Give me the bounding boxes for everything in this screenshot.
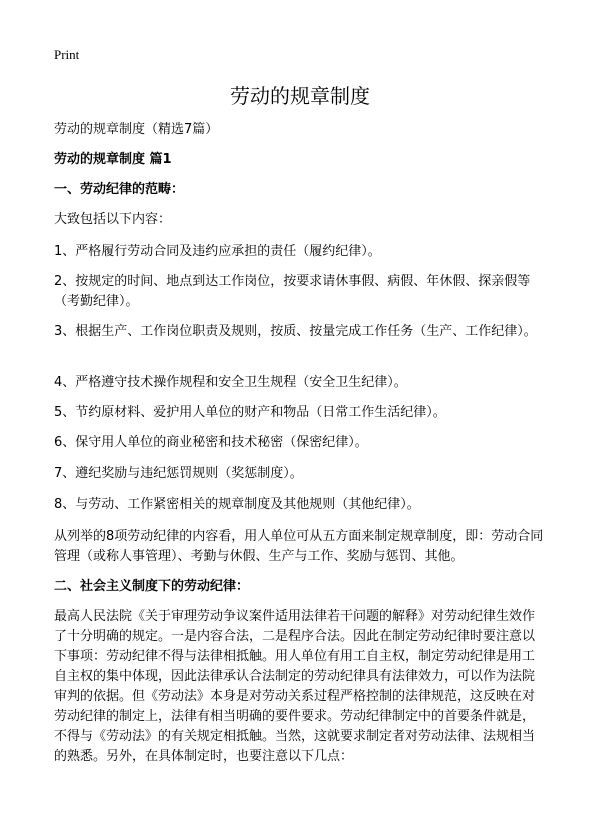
list-item: 1、严格履行劳动合同及违约应承担的责任（履约纪律）。 [54,244,381,259]
list-item: 5、节约原材料、爱护用人单位的财产和物品（日常工作生活纪律）。 [54,405,446,420]
list-item: 2、按规定的时间、地点到达工作岗位，按要求请休事假、病假、年休假、探亲假等（考勤纪律）。 [54,274,531,309]
list-item: 4、严格遵守技术操作规程和安全卫生规程（安全卫生纪律）。 [54,375,407,390]
list-item: 3、根据生产、工作岗位职责及规则，按质、按量完成工作任务（生产、工作纪律）。 [54,324,537,339]
part2-heading: 二、社会主义制度下的劳动纪律： [54,579,250,594]
part1-heading: 一、劳动纪律的范畴： [54,182,185,197]
document-subtitle: 劳动的规章制度（精选7篇） [54,122,219,137]
section-heading: 劳动的规章制度 篇1 [54,152,172,167]
part1-intro: 大致包括以下内容： [54,212,172,227]
list-item: 8、与劳动、工作紧密相关的规章制度及其他规则（其他纪律）。 [54,497,420,512]
list-item: 6、保守用人单位的商业秘密和技术秘密（保密纪律）。 [54,435,368,450]
list-item: 7、遵纪奖励与违纪惩罚规则（奖惩制度）。 [54,466,303,481]
print-link[interactable]: Print [54,47,80,62]
part2-body: 最高人民法院《关于审理劳动争议案件适用法律若干问题的解释》对劳动纪律生效作了十分明确的规定。一是内容合法，二是程序合法。因此在制定劳动纪律时要注意以下事项：劳动纪律不得与法律相抵触。用人单位有用工自主权，制定劳动纪律是用工自主权的集中体现，因此法律承认合法制定的劳动纪律具有法律效力，可以作为法院审判的依据。但《劳动法》本身是对劳动关系过程严格控制的法律规范，这反映在对劳动纪律的制定上，法律有相当明确的要件要求。劳动纪律制定中的首要条件就是，不得与《劳动法》的有关规定相抵触。当然，这就要求制定者对劳动法律、法规相当的熟悉。另外，在具体制定时，也要注意以下几点： [54,609,536,764]
part1-summary: 从列举的8项劳动纪律的内容看，用人单位可从五方面来制定规章制度，即：劳动合同管理（或称人事管理）、考勤与休假、生产与工作、奖励与惩罚、其他。 [54,529,544,564]
document-title: 劳动的规章制度 [230,84,370,108]
